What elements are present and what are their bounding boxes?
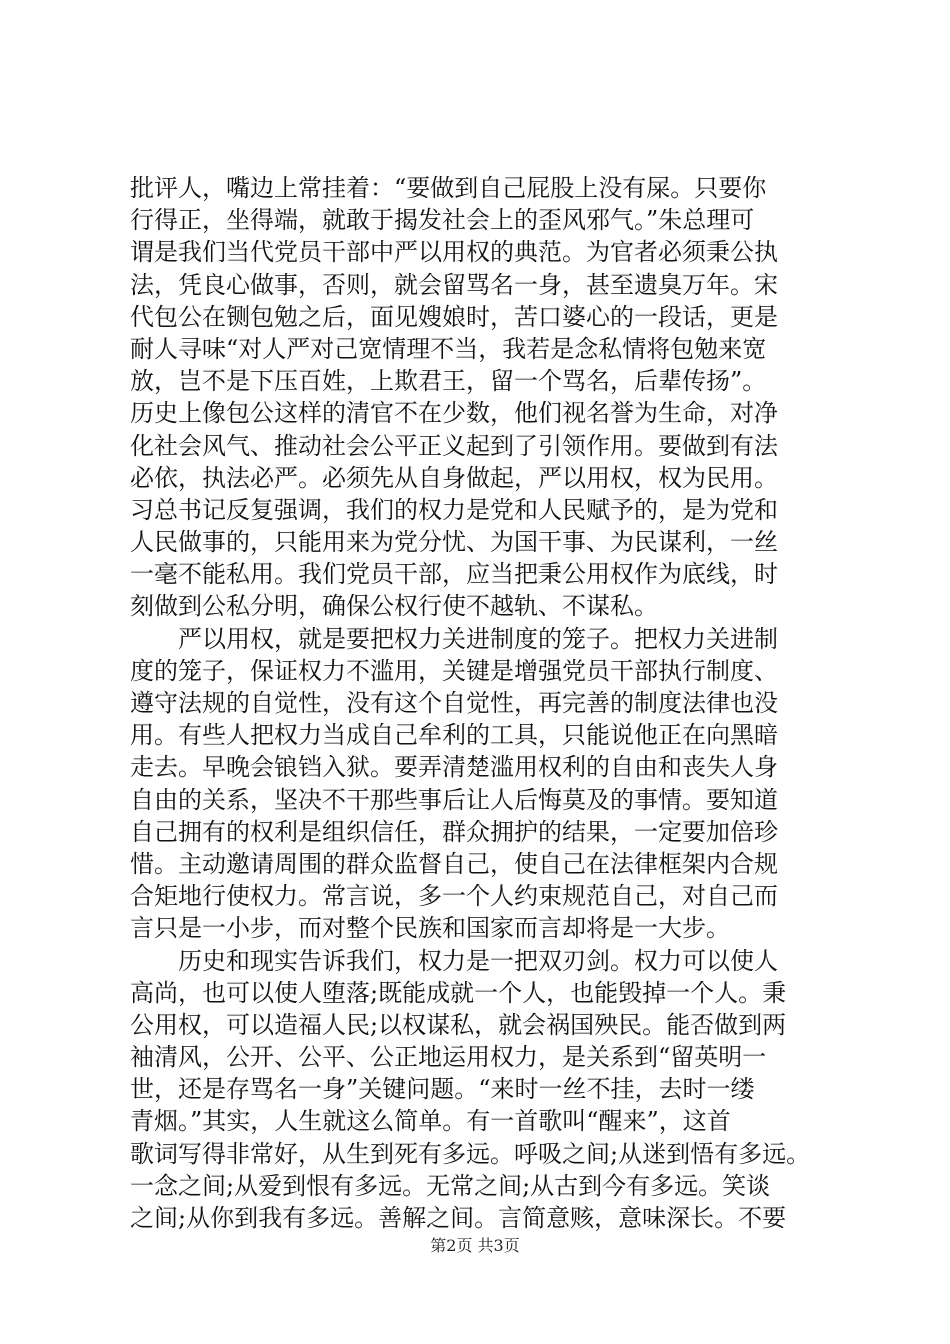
text-line: 青烟。”其实，人生就这么简单。有一首歌叫“醒来”，这首 <box>130 1107 731 1136</box>
text-line: 言只是一小步，而对整个民族和国家而言却将是一大步。 <box>130 914 730 943</box>
text-line: 高尚，也可以使人堕落;既能成就一个人，也能毁掉一个人。秉 <box>130 978 787 1007</box>
text-line: 遵守法规的自觉性，没有这个自觉性，再完善的制度法律也没 <box>130 689 778 717</box>
text-line: 历史和现实告诉我们，权力是一把双刃剑。权力可以使人 <box>130 946 778 975</box>
text-line: 自由的关系，坚决不干那些事后让人后悔莫及的事情。要知道 <box>130 785 778 814</box>
text-line: 耐人寻味“对人严对己宽情理不当，我若是念私情将包勉来宽 <box>130 334 767 363</box>
text-line: 一毫不能私用。我们党员干部，应当把秉公用权作为底线，时 <box>130 560 778 589</box>
body-text <box>130 172 830 1234</box>
text-line: 批评人，嘴边上常挂着：“要做到自己屁股上没有屎。只要你 <box>130 174 767 202</box>
text-line: 惜。主动邀请周围的群众监督自己，使自己在法律框架内合规 <box>130 849 778 878</box>
text-line: 公用权，可以造福人民;以权谋私，就会祸国殃民。能否做到两 <box>130 1010 787 1039</box>
text-line: 袖清风，公开、公平、公正地运用权力，是关系到“留英明一 <box>130 1043 767 1072</box>
page-footer: 第2页 共3页 <box>430 1236 520 1255</box>
text-line: 必依，执法必严。必须先从自身做起，严以用权，权为民用。 <box>130 463 778 492</box>
text-line: 代包公在铡包勉之后，面见嫂娘时，苦口婆心的一段话，更是 <box>130 302 778 331</box>
text-line: 行得正，坐得端，就敢于揭发社会上的歪风邪气。”朱总理可 <box>130 206 755 235</box>
text-line: 一念之间;从爱到恨有多远。无常之间;从古到今有多远。笑谈 <box>130 1171 771 1200</box>
text-line: 度的笼子，保证权力不滥用，关键是增强党员干部执行制度、 <box>130 656 778 685</box>
text-line: 放，岂不是下压百姓，上欺君王，留一个骂名，后辈传扬”。 <box>130 367 767 396</box>
text-line: 严以用权，就是要把权力关进制度的笼子。把权力关进制 <box>130 624 778 653</box>
text-line: 历史上像包公这样的清官不在少数，他们视名誉为生命，对净 <box>130 399 778 428</box>
text-line: 走去。早晚会锒铛入狱。要弄清楚滥用权利的自由和丧失人身 <box>130 753 778 782</box>
text-line: 化社会风气、推动社会公平正义起到了引领作用。要做到有法 <box>130 431 778 460</box>
text-line: 用。有些人把权力当成自己牟利的工具，只能说他正在向黑暗 <box>130 721 778 750</box>
text-line: 谓是我们当代党员干部中严以用权的典范。为官者必须秉公执 <box>130 238 778 267</box>
text-line: 之间;从你到我有多远。善解之间。言简意赅，意味深长。不要 <box>130 1204 787 1232</box>
text-line: 自己拥有的权利是组织信任，群众拥护的结果，一定要加倍珍 <box>130 817 778 846</box>
text-line: 人民做事的，只能用来为党分忧、为国干事、为民谋利，一丝 <box>130 528 778 557</box>
text-line: 习总书记反复强调，我们的权力是党和人民赋予的，是为党和 <box>130 495 778 524</box>
text-line: 法，凭良心做事，否则，就会留骂名一身，甚至遗臭万年。宋 <box>130 270 778 299</box>
text-line: 刻做到公私分明，确保公权行使不越轨、不谋私。 <box>130 592 658 621</box>
text-line: 合矩地行使权力。常言说，多一个人约束规范自己，对自己而 <box>130 882 778 911</box>
text-line: 歌词写得非常好，从生到死有多远。呼吸之间;从迷到悟有多远。 <box>130 1139 811 1168</box>
text-line: 世，还是存骂名一身”关键问题。“来时一丝不挂，去时一缕 <box>130 1075 755 1104</box>
